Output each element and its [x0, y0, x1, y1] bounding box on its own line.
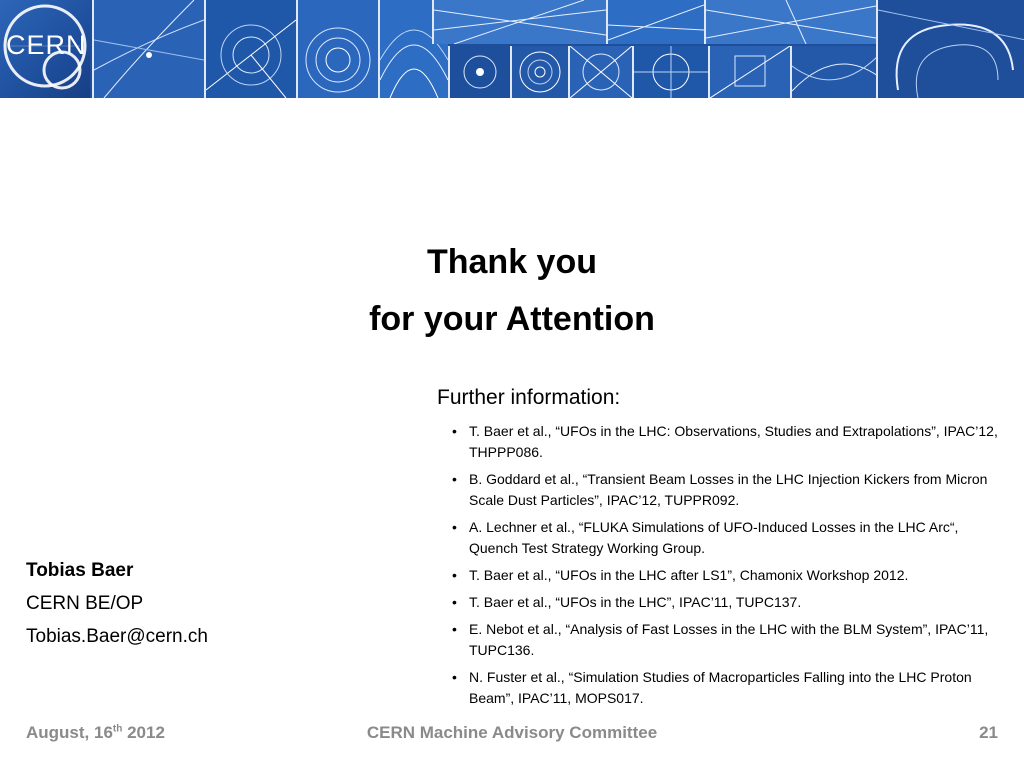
banner-image-event-3 [568, 46, 632, 98]
banner-image-strip-top [432, 0, 606, 44]
bullet-icon: • [452, 519, 457, 535]
reference-item [450, 469, 1005, 511]
banner-image-event-1 [448, 46, 510, 98]
reference-item [450, 421, 1005, 463]
banner-image-event-4 [632, 46, 708, 98]
banner-image-spiral [876, 0, 1024, 98]
banner-image-event-2 [510, 46, 568, 98]
footer-date-sup: th [112, 723, 123, 735]
author-name: Tobias Baer [26, 560, 134, 581]
reference-text: T. Baer et al., “UFOs in the LHC: Observations, Studies and Extrapolations”, IPAC’12, THPPP086. [469, 423, 998, 460]
cern-logo [0, 0, 90, 98]
bullet-icon: • [452, 669, 457, 685]
banner-image-event-6 [790, 46, 878, 98]
bullet-icon: • [452, 621, 457, 637]
cern-logo-text: CERN [6, 30, 87, 60]
bullet-icon: • [452, 567, 457, 583]
further-information-heading: Further information: [437, 386, 621, 409]
title-line-1: Thank you [426, 243, 598, 281]
reference-text: B. Goddard et al., “Transient Beam Losses in the LHC Injection Kickers from Micron Scale Dust Particles”, IPAC’12, TUPPR092. [469, 471, 988, 508]
title-line-2: for your Attention [369, 300, 655, 338]
banner-image-event-5 [708, 46, 790, 98]
author-block [26, 554, 208, 653]
reference-text: N. Fuster et al., “Simulation Studies of Macroparticles Falling into the LHC Proton Beam”, IPAC’11, MOPS017. [469, 669, 972, 706]
reference-text: T. Baer et al., “UFOs in the LHC after LS1”, Chamonix Workshop 2012. [469, 567, 909, 583]
reference-text: T. Baer et al., “UFOs in the LHC”, IPAC’11, TUPC137. [469, 594, 802, 610]
banner-image-lines [606, 0, 704, 44]
banner-image-tracks-1 [92, 0, 204, 98]
reference-item [450, 517, 1005, 559]
footer-title: CERN Machine Advisory Committee [366, 723, 658, 742]
reference-text: A. Lechner et al., “FLUKA Simulations of UFO-Induced Losses in the LHC Arc“, Quench Test Strategy Working Group. [469, 519, 959, 556]
bullet-icon: • [452, 423, 457, 439]
reference-item [450, 619, 1005, 661]
banner-image-strip-top-2 [704, 0, 876, 44]
header-banner [0, 0, 1024, 98]
author-email: Tobias.Baer@cern.ch [26, 626, 208, 647]
reference-item [450, 667, 1005, 709]
bullet-icon: • [452, 471, 457, 487]
footer-date-prefix: August, 16 [26, 723, 113, 742]
footer-date-suffix: 2012 [122, 723, 165, 742]
reference-list [450, 421, 1005, 715]
reference-item [450, 592, 1005, 613]
reference-text: E. Nebot et al., “Analysis of Fast Losses in the LHC with the BLM System”, IPAC’11, TUPC136. [469, 621, 989, 658]
reference-item [450, 565, 1005, 586]
bullet-icon: • [452, 594, 457, 610]
banner-image-detector-1 [204, 0, 296, 98]
author-affiliation: CERN BE/OP [26, 593, 144, 614]
banner-image-rings [296, 0, 378, 98]
page-number: 21 [979, 723, 998, 742]
